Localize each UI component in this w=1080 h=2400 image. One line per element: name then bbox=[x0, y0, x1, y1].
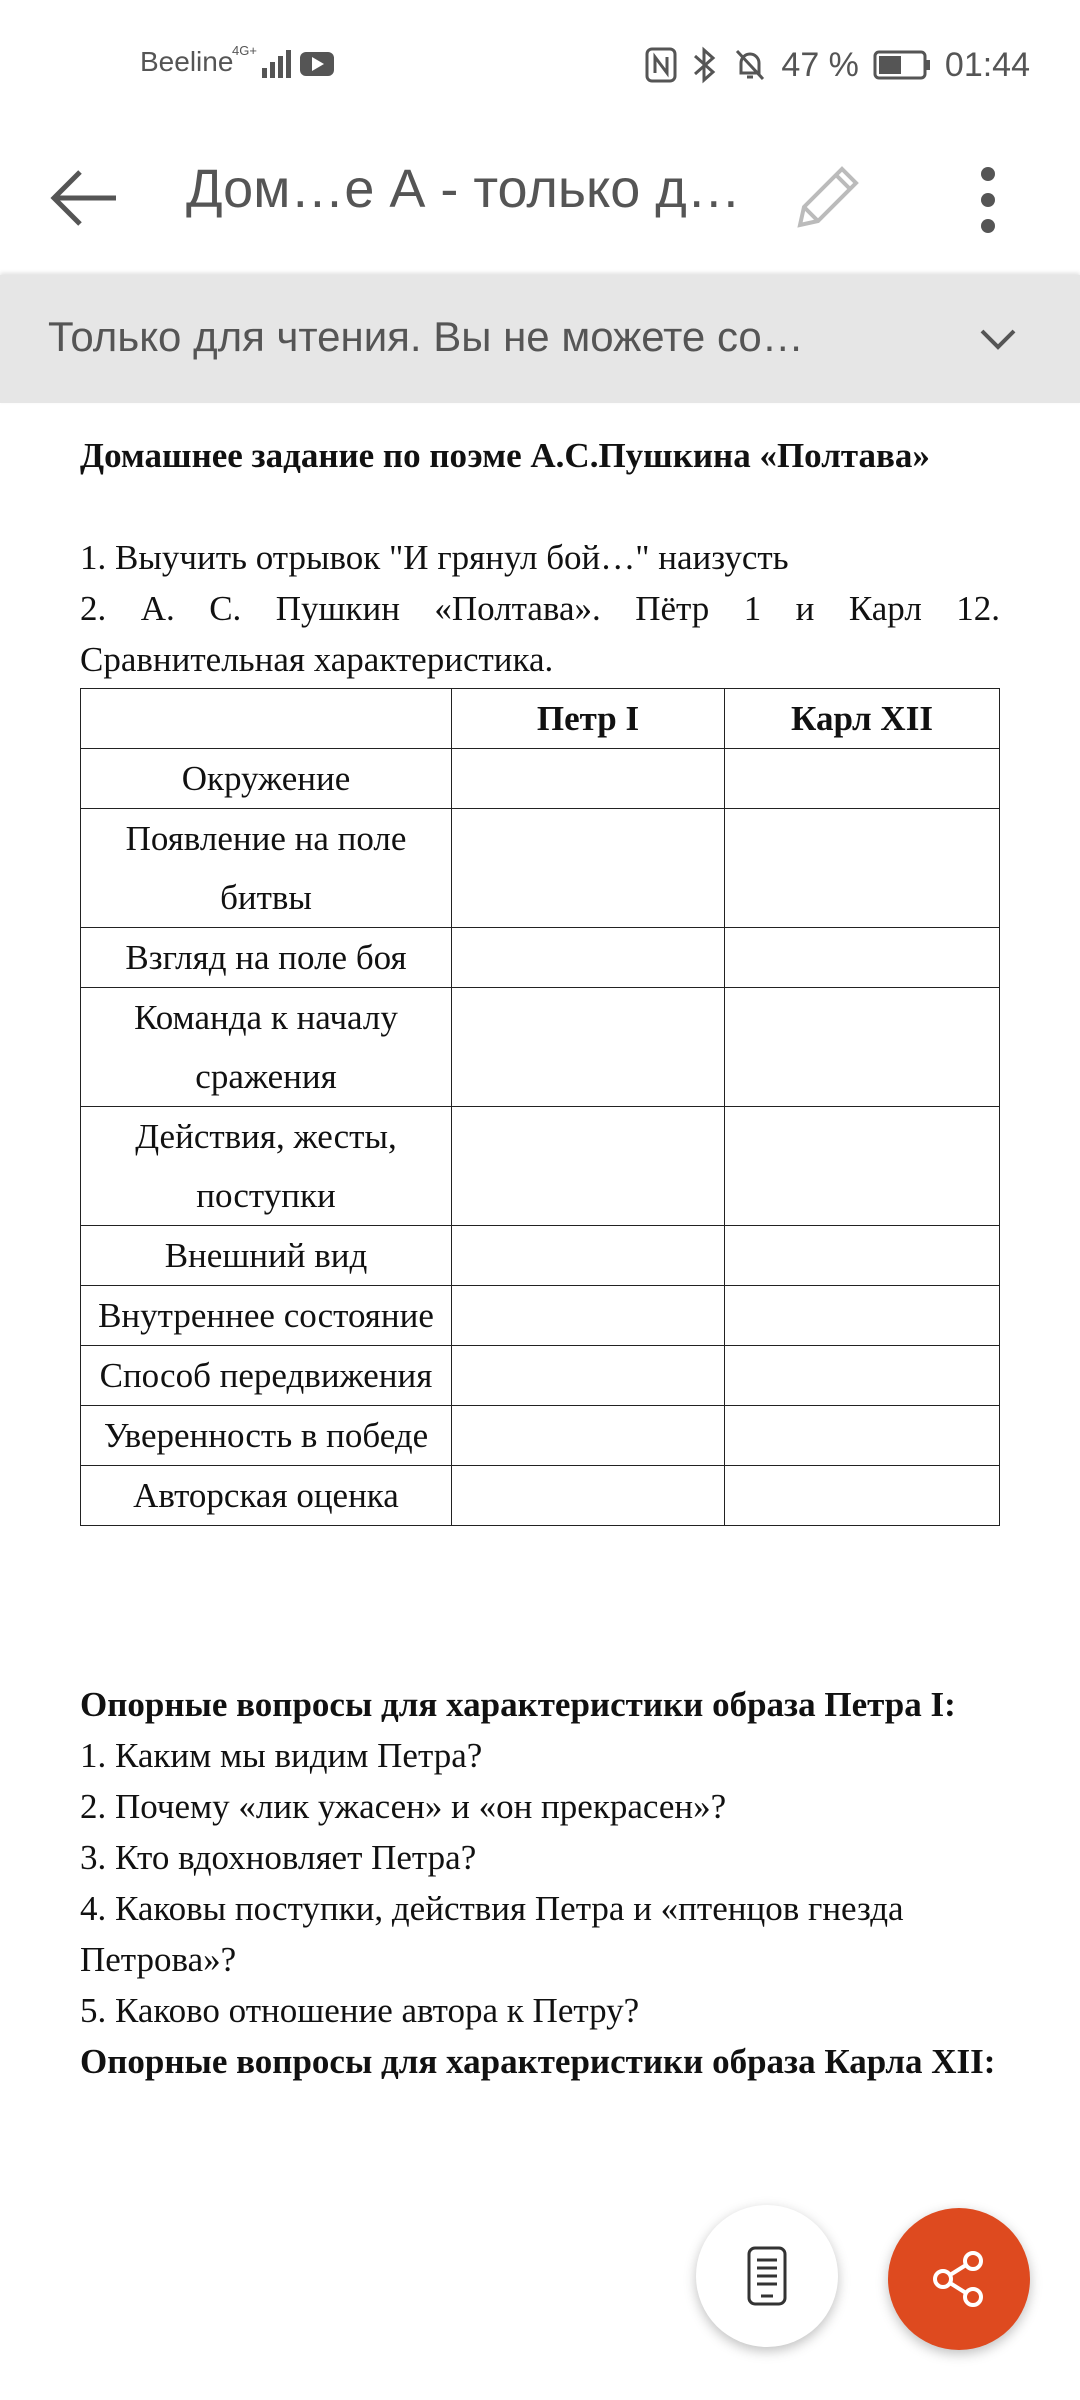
read-only-banner[interactable] bbox=[0, 275, 1080, 403]
table-row bbox=[81, 1406, 1000, 1466]
table-cell bbox=[452, 1346, 725, 1406]
comparison-table bbox=[80, 688, 1000, 1526]
table-cell bbox=[452, 1107, 725, 1226]
questions-heading: Опорные вопросы для характеристики образа Петра I: bbox=[80, 1685, 956, 1724]
reading-mode-button[interactable] bbox=[696, 2205, 838, 2347]
table-header-cell: Карл XII bbox=[725, 689, 1000, 749]
banner-text: Только для чтения. Вы не можете со… bbox=[48, 313, 804, 360]
table-row bbox=[81, 1346, 1000, 1406]
battery-icon bbox=[873, 50, 931, 80]
row-label: Появление на поле битвы bbox=[81, 809, 452, 928]
table-cell bbox=[725, 928, 1000, 988]
row-label: Внешний вид bbox=[81, 1226, 452, 1286]
table-row bbox=[81, 928, 1000, 988]
table-cell bbox=[725, 1107, 1000, 1226]
row-label: Уверенность в победе bbox=[81, 1406, 452, 1466]
table-cell bbox=[452, 988, 725, 1107]
network-type: 4G+ bbox=[232, 43, 257, 58]
row-label: Авторская оценка bbox=[81, 1466, 452, 1526]
chevron-down-icon[interactable] bbox=[976, 319, 1020, 359]
table-cell bbox=[452, 809, 725, 928]
more-vert-icon[interactable] bbox=[960, 160, 1016, 240]
signal-icon bbox=[232, 42, 337, 82]
mute-bell-icon bbox=[733, 47, 767, 83]
row-label: Окружение bbox=[81, 749, 452, 809]
question-item: 3. Кто вдохновляет Петра? bbox=[80, 1838, 477, 1877]
document-title: Дом…е А - только д… bbox=[186, 159, 741, 219]
table-cell bbox=[725, 809, 1000, 928]
document-heading: Домашнее задание по поэме А.С.Пушкина «Полтава» bbox=[80, 436, 930, 475]
table-cell bbox=[725, 1226, 1000, 1286]
task-2: 2. А. С. Пушкин «Полтава». Пётр 1 и Карл 12. Сравнительная характеристика. bbox=[80, 589, 1000, 679]
table-header-cell: Петр I bbox=[452, 689, 725, 749]
table-row bbox=[81, 1226, 1000, 1286]
table-cell bbox=[725, 1406, 1000, 1466]
questions2-heading: Опорные вопросы для характеристики образа Карла XII: bbox=[80, 2042, 996, 2081]
question-item: 2. Почему «лик ужасен» и «он прекрасен»? bbox=[80, 1787, 727, 1826]
table-cell bbox=[725, 1466, 1000, 1526]
row-label: Взгляд на поле боя bbox=[81, 928, 452, 988]
row-label: Внутреннее состояние bbox=[81, 1286, 452, 1346]
table-row bbox=[81, 749, 1000, 809]
row-label: Действия, жесты, поступки bbox=[81, 1107, 452, 1226]
carrier-name: Beeline bbox=[140, 46, 234, 77]
question-item: 5. Каково отношение автора к Петру? bbox=[80, 1991, 640, 2030]
table-cell bbox=[452, 1466, 725, 1526]
share-button[interactable] bbox=[888, 2208, 1030, 2350]
back-arrow-icon[interactable] bbox=[46, 160, 122, 236]
document-body bbox=[80, 430, 1000, 2087]
share-icon bbox=[927, 2247, 991, 2311]
question-item: 1. Каким мы видим Петра? bbox=[80, 1736, 483, 1775]
table-cell bbox=[725, 1286, 1000, 1346]
table-cell bbox=[725, 988, 1000, 1107]
task-1: 1. Выучить отрывок "И грянул бой…" наизусть bbox=[80, 538, 789, 577]
bluetooth-icon bbox=[691, 46, 719, 84]
table-row bbox=[81, 1286, 1000, 1346]
table-cell bbox=[452, 928, 725, 988]
question-item: 4. Каковы поступки, действия Петра и «птенцов гнезда Петрова»? bbox=[80, 1889, 904, 1979]
table-cell bbox=[725, 749, 1000, 809]
app-bar bbox=[0, 130, 1080, 275]
table-row bbox=[81, 988, 1000, 1107]
table-cell bbox=[452, 1406, 725, 1466]
pencil-edit-icon[interactable] bbox=[780, 155, 870, 245]
row-label: Способ передвижения bbox=[81, 1346, 452, 1406]
nfc-icon bbox=[645, 47, 677, 83]
table-cell bbox=[452, 749, 725, 809]
table-cell bbox=[725, 1346, 1000, 1406]
row-label: Команда к началу сражения bbox=[81, 988, 452, 1107]
battery-percent: 47 % bbox=[781, 45, 859, 84]
table-cell bbox=[452, 1286, 725, 1346]
status-bar bbox=[0, 0, 1080, 130]
table-cell bbox=[452, 1226, 725, 1286]
table-header-row bbox=[81, 689, 1000, 749]
status-icons bbox=[645, 40, 1030, 90]
table-header-cell bbox=[81, 689, 452, 749]
clock: 01:44 bbox=[944, 45, 1030, 84]
table-row bbox=[81, 809, 1000, 928]
table-row bbox=[81, 1466, 1000, 1526]
phone-document-icon bbox=[735, 2244, 799, 2308]
table-row bbox=[81, 1107, 1000, 1226]
